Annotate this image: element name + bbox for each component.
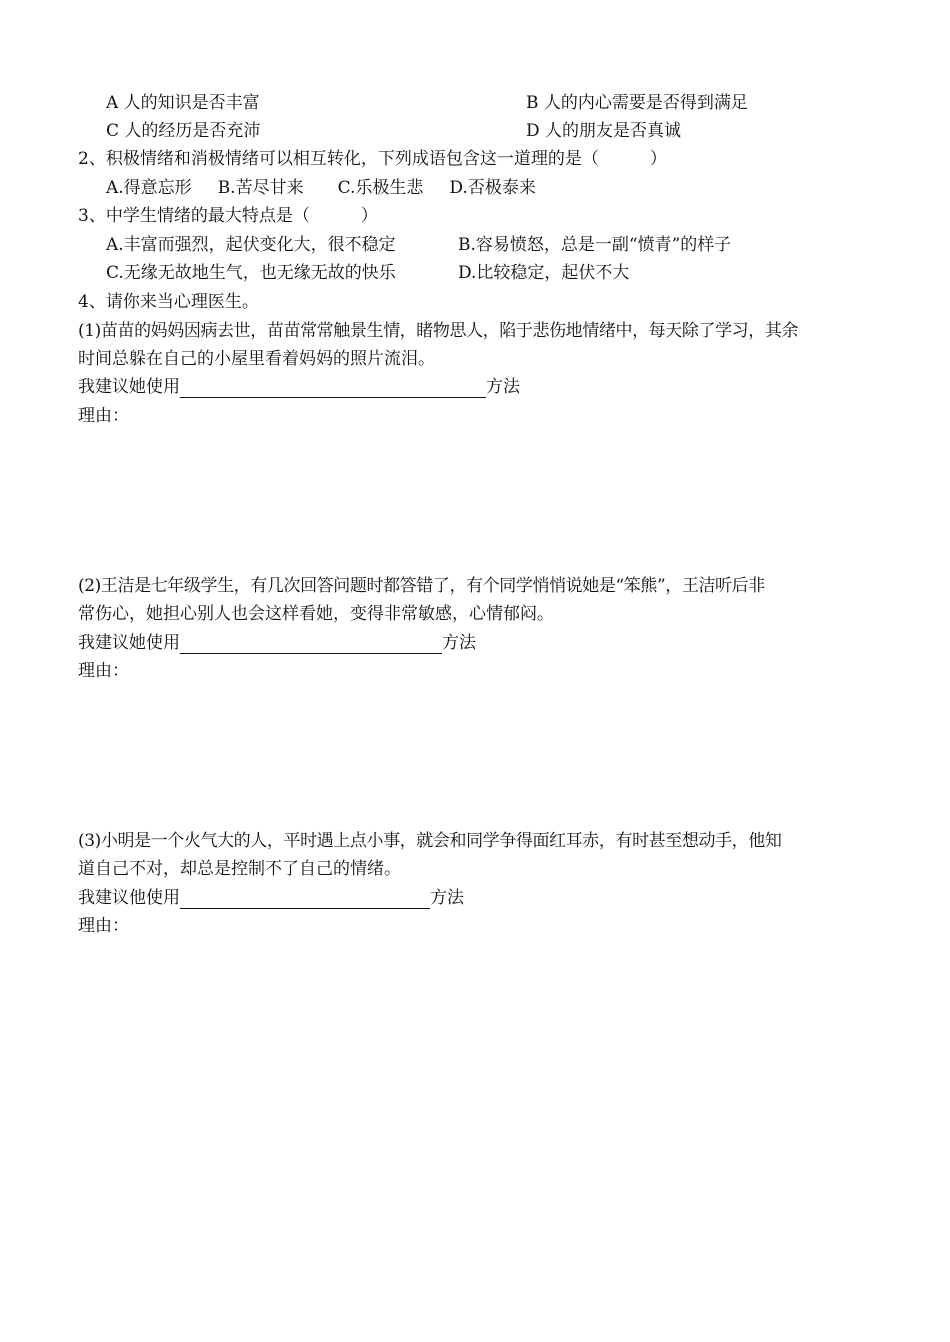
case2-text-line1: (2)王洁是七年级学生，有几次回答问题时都答错了，有个同学悄悄说她是“笨熊”，王洁听后非 (78, 576, 765, 596)
case1-text-line1: (1)苗苗的妈妈因病去世，苗苗常常触景生情，睹物思人，陷于悲伤地情绪中，每天除了学习，其余 (78, 321, 799, 341)
q2-option-b: B.苦尽甘来 (217, 178, 304, 198)
q3-stem: 3、中学生情绪的最大特点是（ ） (78, 206, 378, 226)
case2-answer-blank[interactable] (180, 635, 442, 654)
case2-suggestion (78, 632, 476, 654)
case3-text-line2: 道自己不对，却总是控制不了自己的情绪。 (78, 859, 401, 879)
q4-stem: 4、请你来当心理医生。 (78, 292, 259, 312)
q1-option-d: D 人的朋友是否真诚 (526, 121, 682, 141)
q2-option-d: D.否极泰来 (449, 178, 536, 198)
case2-text-line2: 常伤心，她担心别人也会这样看她，变得非常敏感，心情郁闷。 (78, 604, 554, 624)
case2-reason-label: 理由： (78, 661, 129, 681)
case3-answer-blank[interactable] (180, 890, 430, 909)
q1-option-b: B 人的内心需要是否得到满足 (526, 93, 748, 113)
q3-option-b: B.容易愤怒，总是一副“愤青”的样子 (458, 235, 732, 255)
case1-suggestion (78, 376, 520, 398)
q3-option-a: A.丰富而强烈，起伏变化大，很不稳定 (106, 235, 396, 255)
case3-reason-label: 理由： (78, 916, 129, 936)
q2-option-c: C.乐极生悲 (337, 178, 424, 198)
q1-option-c: C 人的经历是否充沛 (106, 121, 261, 141)
q2-option-a: A.得意忘形 (106, 178, 192, 198)
q2-stem: 2、积极情绪和消极情绪可以相互转化，下列成语包含这一道理的是（ ） (78, 149, 667, 169)
case1-reason-label: 理由： (78, 406, 129, 426)
case3-suggest-prefix: 我建议他使用 (78, 888, 180, 908)
q1-option-a: A 人的知识是否丰富 (106, 93, 260, 113)
case2-suggest-prefix: 我建议她使用 (78, 633, 180, 653)
q3-option-d: D.比较稳定，起伏不大 (458, 263, 630, 283)
case3-text-line1: (3)小明是一个火气大的人，平时遇上点小事，就会和同学争得面红耳赤，有时甚至想动手，他知 (78, 831, 782, 851)
q3-option-c: C.无缘无故地生气，也无缘无故的快乐 (106, 263, 396, 283)
case1-answer-blank[interactable] (180, 379, 486, 398)
case1-text-line2: 时间总躲在自己的小屋里看着妈妈的照片流泪。 (78, 349, 435, 369)
case1-suggest-prefix: 我建议她使用 (78, 377, 180, 397)
case1-suggest-suffix: 方法 (486, 377, 520, 397)
case3-suggest-suffix: 方法 (430, 888, 464, 908)
q2-options (106, 177, 536, 199)
case3-suggestion (78, 887, 464, 909)
case2-suggest-suffix: 方法 (442, 633, 476, 653)
